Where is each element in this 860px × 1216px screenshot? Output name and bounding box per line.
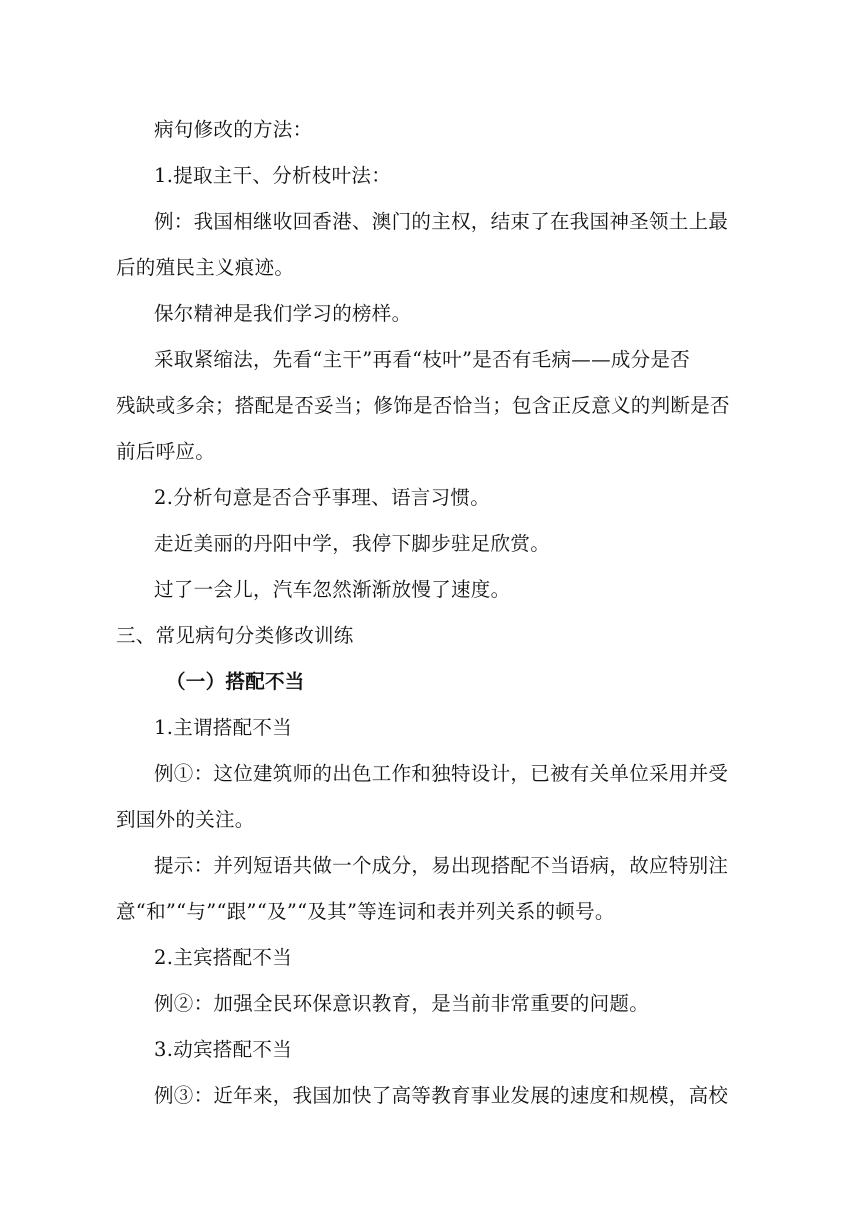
- paragraph-line: 采取紧缩法，先看“主干”再看“枝叶”是否有毛病——成分是否: [154, 348, 691, 371]
- paragraph-line: 保尔精神是我们学习的榜样。: [154, 302, 412, 325]
- paragraph-line: 例：我国相继收回香港、澳门的主权，结束了在我国神圣领土上最: [154, 210, 729, 233]
- paragraph-line: 例②：加强全民环保意识教育，是当前非常重要的问题。: [154, 992, 650, 1015]
- paragraph-line: 3.动宾搭配不当: [154, 1038, 293, 1061]
- paragraph-line: 1.提取主干、分析枝叶法：: [154, 164, 392, 187]
- paragraph-line: 提示：并列短语共做一个成分，易出现搭配不当语病，故应特别注: [154, 854, 729, 877]
- paragraph-line: 2.分析句意是否合乎事理、语言习惯。: [154, 486, 491, 509]
- paragraph-line: 意“和”“与”“跟”“及”“及其”等连词和表并列关系的顿号。: [116, 900, 615, 923]
- paragraph-line: 例①：这位建筑师的出色工作和独特设计，已被有关单位采用并受: [154, 762, 729, 785]
- paragraph-line: 到国外的关注。: [116, 808, 255, 831]
- section-heading: 三、常见病句分类修改训练: [116, 624, 354, 647]
- paragraph-line: 1.主谓搭配不当: [154, 716, 293, 739]
- subsection-heading: （一）搭配不当: [166, 670, 305, 693]
- paragraph-line: 走近美丽的丹阳中学，我停下脚步驻足欣赏。: [154, 532, 551, 555]
- paragraph-line: 病句修改的方法：: [154, 118, 313, 141]
- paragraph-line: 过了一会儿，汽车忽然渐渐放慢了速度。: [154, 578, 511, 601]
- paragraph-line: 后的殖民主义痕迹。: [116, 256, 295, 279]
- paragraph-line: 残缺或多余；搭配是否妥当；修饰是否恰当；包含正反意义的判断是否: [116, 394, 730, 417]
- paragraph-line: 前后呼应。: [116, 440, 216, 463]
- paragraph-line: 2.主宾搭配不当: [154, 946, 293, 969]
- paragraph-line: 例③：近年来，我国加快了高等教育事业发展的速度和规模，高校: [154, 1084, 729, 1107]
